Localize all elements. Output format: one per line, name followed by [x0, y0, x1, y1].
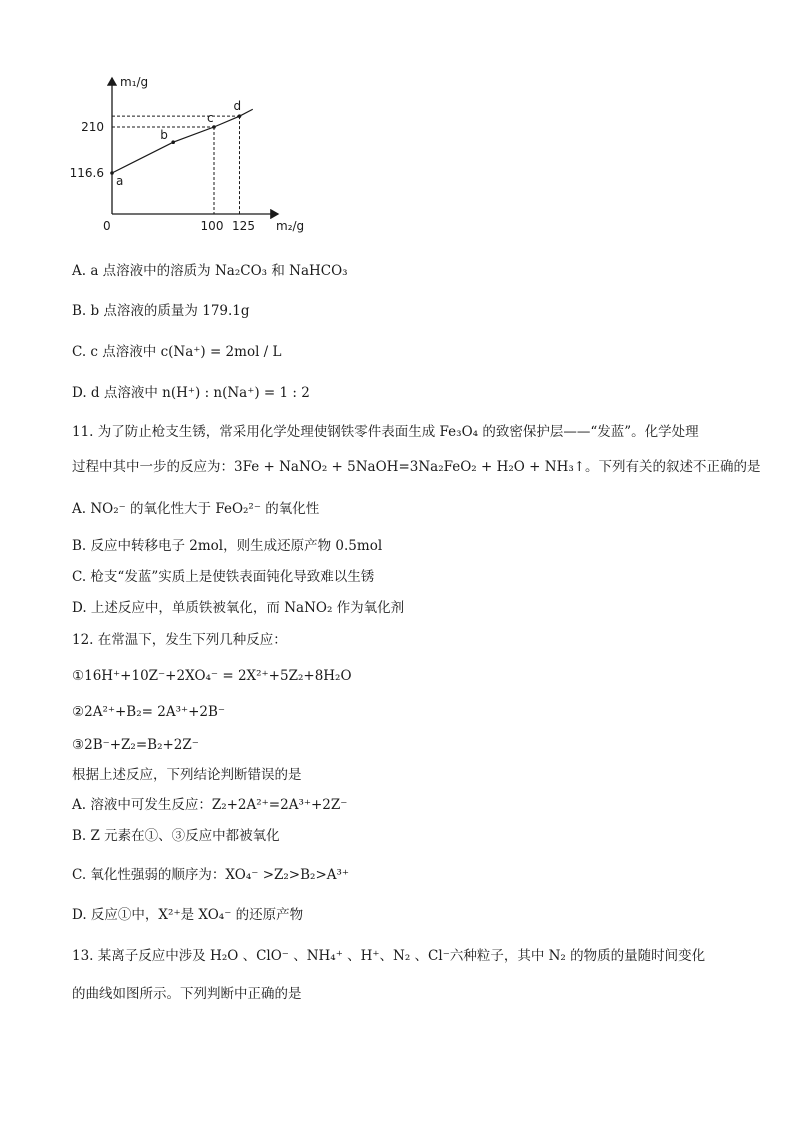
q11-option-b: B. 反应中转移电子 2mol，则生成还原产物 0.5mol	[72, 538, 383, 554]
y-tick-label: 210	[81, 120, 104, 134]
point-label-c: c	[207, 111, 214, 125]
x-tick-label: 100	[200, 219, 224, 233]
q12-option-b: B. Z 元素在①、③反应中都被氧化	[72, 828, 280, 844]
q12-reaction-1: ①16H⁺+10Z⁻+2XO₄⁻ = 2X²⁺+5Z₂+8H₂O	[72, 668, 352, 684]
guide-lines	[112, 116, 240, 214]
q11-option-d: D. 上述反应中，单质铁被氧化，而 NaNO₂ 作为氧化剂	[72, 600, 405, 616]
point-label-a: a	[116, 174, 124, 188]
y-tick-label: 116.6	[70, 166, 104, 180]
q11-stem-line2: 过程中其中一步的反应为：3Fe + NaNO₂ + 5NaOH=3Na₂FeO₂ + H₂O + NH₃↑。下列有关的叙述不正确的是	[72, 459, 761, 475]
q13-stem-line1: 13. 某离子反应中涉及 H₂O 、ClO⁻ 、NH₄⁺ 、H⁺、N₂ 、Cl⁻六种粒子，其中 N₂ 的物质的量随时间变化	[72, 948, 706, 964]
point-label-b: b	[160, 128, 168, 143]
data-points	[110, 99, 241, 188]
q12-stem: 12. 在常温下，发生下列几种反应：	[72, 632, 287, 648]
point-label-d: d	[233, 99, 242, 114]
q12-lead: 根据上述反应，下列结论判断错误的是	[72, 767, 302, 783]
q10-option-b: B. b 点溶液的质量为 179.1g	[72, 303, 250, 319]
point-d	[238, 114, 242, 118]
q12-reaction-2: ②2A²⁺+B₂= 2A³⁺+2B⁻	[72, 704, 226, 720]
q10-option-a: A. a 点溶液中的溶质为 Na₂CO₃ 和 NaHCO₃	[72, 263, 348, 279]
data-line	[112, 109, 253, 173]
q10-option-d: D. d 点溶液中 n(H⁺) : n(Na⁺) = 1 : 2	[72, 385, 310, 401]
point-b	[171, 140, 175, 144]
mass-chart	[70, 72, 310, 242]
q12-option-c: C. 氧化性强弱的顺序为：XO₄⁻ >Z₂>B₂>A³⁺	[72, 867, 350, 883]
q11-option-a: A. NO₂⁻ 的氧化性大于 FeO₂²⁻ 的氧化性	[72, 501, 320, 517]
origin-label: 0	[103, 219, 111, 233]
x-axis-label: m₂/g	[276, 219, 305, 233]
point-c	[212, 125, 216, 129]
y-axis-label: m₁/g	[120, 75, 149, 89]
q13-stem-line2: 的曲线如图所示。下列判断中正确的是	[72, 986, 302, 1002]
x-tick-label: 125	[232, 219, 255, 233]
q11-option-c: C. 枪支“发蓝”实质上是使铁表面钝化导致难以生锈	[72, 569, 375, 585]
q10-option-c: C. c 点溶液中 c(Na⁺) = 2mol / L	[72, 344, 282, 360]
q11-stem-line1: 11. 为了防止枪支生锈，常采用化学处理使钢铁零件表面生成 Fe₃O₄ 的致密保护层——“发蓝”。化学处理	[72, 424, 699, 440]
q12-option-d: D. 反应①中，X²⁺是 XO₄⁻ 的还原产物	[72, 907, 304, 923]
point-a	[110, 171, 114, 175]
q12-option-a: A. 溶液中可发生反应：Z₂+2A²⁺=2A³⁺+2Z⁻	[72, 797, 348, 813]
q12-reaction-3: ③2B⁻+Z₂=B₂+2Z⁻	[72, 737, 199, 753]
